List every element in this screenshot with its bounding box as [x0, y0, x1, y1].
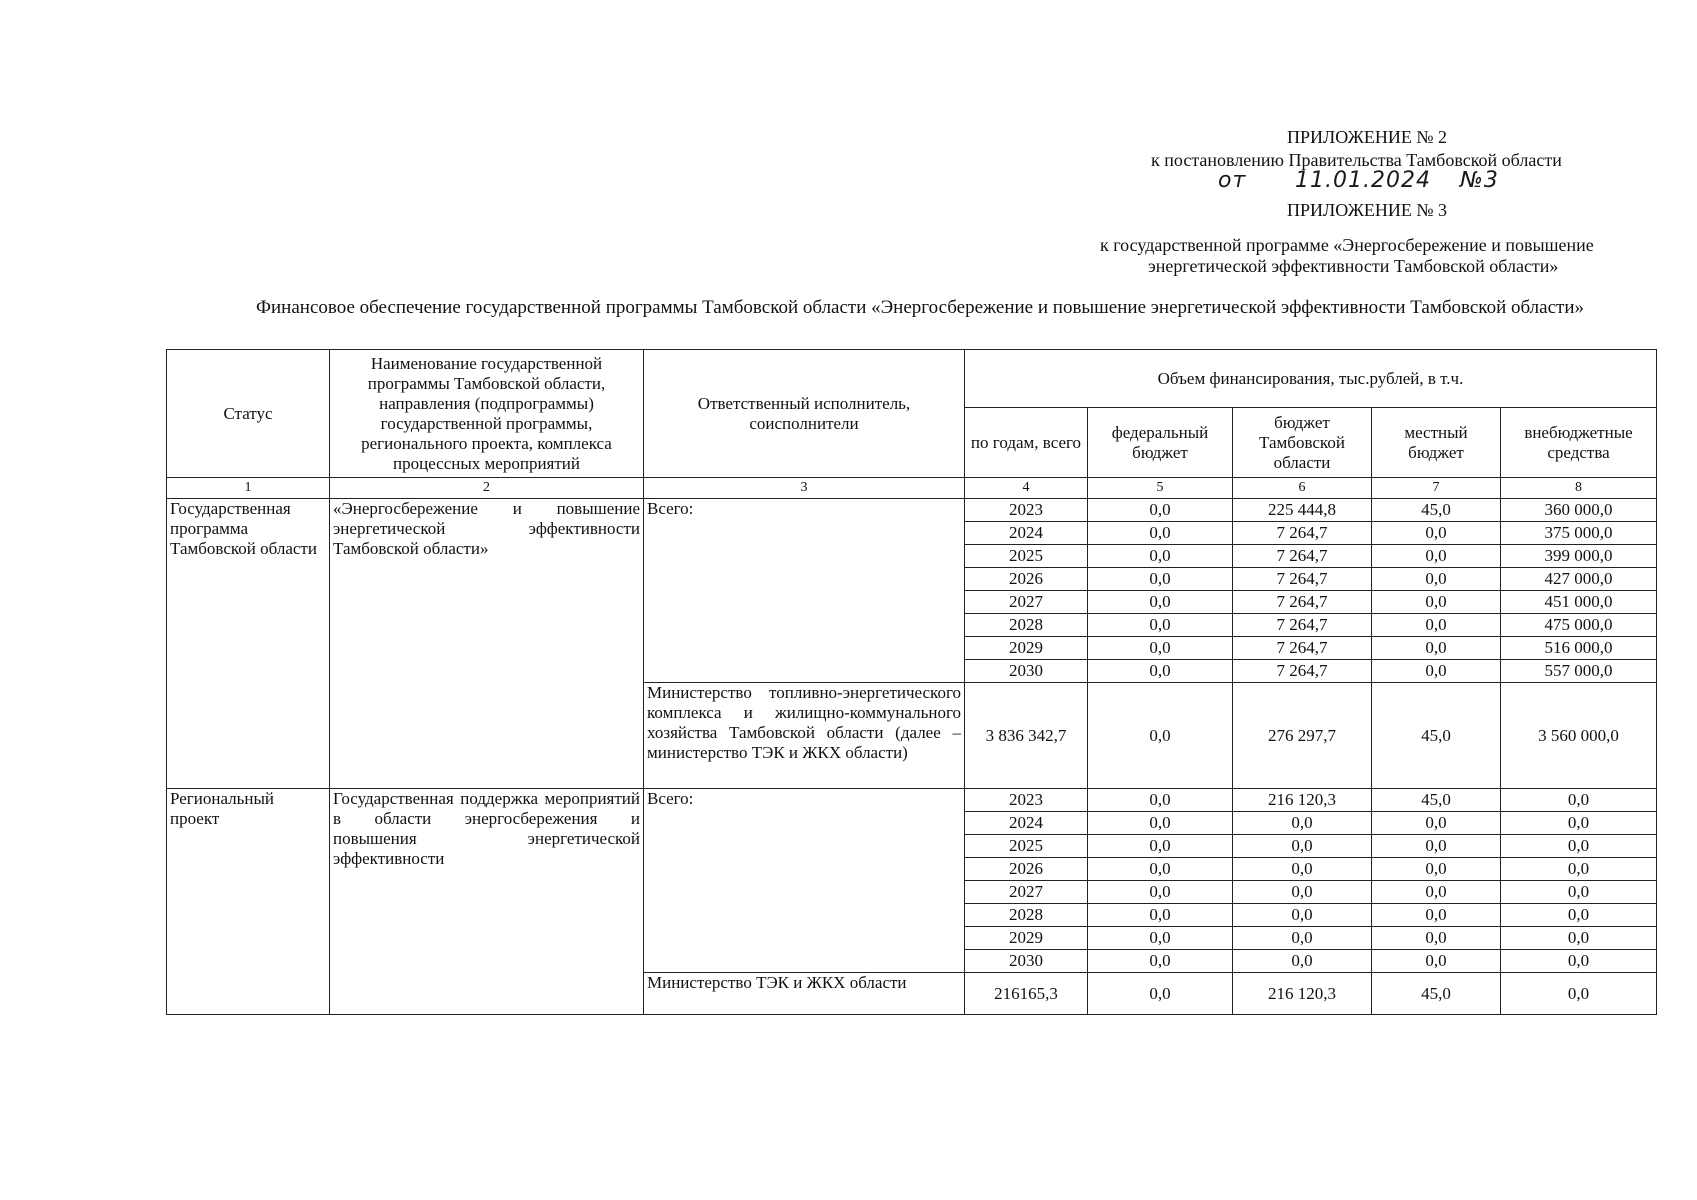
total-cell: 3 836 342,7 — [965, 683, 1088, 789]
total-cell: 216165,3 — [965, 973, 1088, 1015]
regional-cell: 0,0 — [1233, 835, 1372, 858]
extra-cell: 0,0 — [1501, 881, 1657, 904]
local-cell: 0,0 — [1372, 858, 1501, 881]
federal-cell: 0,0 — [1088, 637, 1233, 660]
header-extra: внебюджетные средства — [1501, 408, 1657, 478]
regional-cell: 0,0 — [1233, 950, 1372, 973]
executor-cell: Министерство топливно-энергетического комплекса и жилищно-коммунального хозяйства Тамбовской области (далее – министерство ТЭК и ЖКХ области) — [644, 683, 965, 789]
local-cell: 45,0 — [1372, 499, 1501, 522]
federal-cell: 0,0 — [1088, 812, 1233, 835]
year-cell: 2027 — [965, 591, 1088, 614]
local-cell: 0,0 — [1372, 614, 1501, 637]
header-local: местный бюджет — [1372, 408, 1501, 478]
regional-cell: 7 264,7 — [1233, 545, 1372, 568]
col-number: 3 — [644, 478, 965, 499]
local-cell: 45,0 — [1372, 683, 1501, 789]
extra-cell: 451 000,0 — [1501, 591, 1657, 614]
status-cell: Региональный проект — [167, 789, 330, 1015]
year-cell: 2029 — [965, 927, 1088, 950]
col-number: 4 — [965, 478, 1088, 499]
local-cell: 0,0 — [1372, 660, 1501, 683]
executor-cell: Министерство ТЭК и ЖКХ области — [644, 973, 965, 1015]
regional-cell: 0,0 — [1233, 904, 1372, 927]
col-number: 7 — [1372, 478, 1501, 499]
extra-cell: 0,0 — [1501, 973, 1657, 1015]
extra-cell: 0,0 — [1501, 835, 1657, 858]
regional-cell: 7 264,7 — [1233, 568, 1372, 591]
federal-cell: 0,0 — [1088, 499, 1233, 522]
extra-cell: 0,0 — [1501, 927, 1657, 950]
extra-cell: 0,0 — [1501, 950, 1657, 973]
local-cell: 0,0 — [1372, 591, 1501, 614]
col-number: 8 — [1501, 478, 1657, 499]
regional-cell: 7 264,7 — [1233, 614, 1372, 637]
handwritten-from: от — [1218, 168, 1247, 193]
extra-cell: 0,0 — [1501, 789, 1657, 812]
regional-cell: 7 264,7 — [1233, 637, 1372, 660]
extra-cell: 3 560 000,0 — [1501, 683, 1657, 789]
local-cell: 45,0 — [1372, 789, 1501, 812]
year-cell: 2025 — [965, 545, 1088, 568]
year-cell: 2028 — [965, 614, 1088, 637]
handwritten-number: №3 — [1460, 168, 1499, 193]
header-status: Статус — [167, 350, 330, 478]
year-cell: 2028 — [965, 904, 1088, 927]
local-cell: 0,0 — [1372, 927, 1501, 950]
regional-cell: 0,0 — [1233, 812, 1372, 835]
year-cell: 2023 — [965, 789, 1088, 812]
regional-cell: 7 264,7 — [1233, 522, 1372, 545]
handwritten-date: 11.01.2024 — [1295, 168, 1431, 193]
table-row — [167, 789, 1657, 812]
local-cell: 0,0 — [1372, 904, 1501, 927]
extra-cell: 375 000,0 — [1501, 522, 1657, 545]
program-ref-line2: энергетической эффективности Тамбовской области» — [1148, 256, 1559, 276]
extra-cell: 516 000,0 — [1501, 637, 1657, 660]
federal-cell: 0,0 — [1088, 904, 1233, 927]
local-cell: 45,0 — [1372, 973, 1501, 1015]
regional-cell: 0,0 — [1233, 881, 1372, 904]
program-name-cell: «Энергосбережение и повышение энергетической эффективности Тамбовской области» — [330, 499, 644, 789]
local-cell: 0,0 — [1372, 545, 1501, 568]
header-regional: бюджет Тамбовской области — [1233, 408, 1372, 478]
local-cell: 0,0 — [1372, 522, 1501, 545]
year-cell: 2027 — [965, 881, 1088, 904]
year-cell: 2030 — [965, 950, 1088, 973]
year-cell: 2029 — [965, 637, 1088, 660]
regional-cell: 7 264,7 — [1233, 591, 1372, 614]
col-number: 5 — [1088, 478, 1233, 499]
regional-cell: 0,0 — [1233, 858, 1372, 881]
regional-cell: 7 264,7 — [1233, 660, 1372, 683]
local-cell: 0,0 — [1372, 881, 1501, 904]
federal-cell: 0,0 — [1088, 927, 1233, 950]
federal-cell: 0,0 — [1088, 660, 1233, 683]
table-row — [167, 499, 1657, 522]
extra-cell: 0,0 — [1501, 858, 1657, 881]
total-label-cell: Всего: — [644, 789, 965, 973]
regional-cell: 0,0 — [1233, 927, 1372, 950]
header-federal: федеральный бюджет — [1088, 408, 1233, 478]
federal-cell: 0,0 — [1088, 950, 1233, 973]
federal-cell: 0,0 — [1088, 568, 1233, 591]
resolution-line: к постановлению Правительства Тамбовской области — [1151, 150, 1562, 170]
regional-cell: 216 120,3 — [1233, 789, 1372, 812]
program-ref-line1: к государственной программе «Энергосбережение и повышение — [1100, 235, 1594, 255]
col-number: 1 — [167, 478, 330, 499]
local-cell: 0,0 — [1372, 637, 1501, 660]
year-cell: 2030 — [965, 660, 1088, 683]
local-cell: 0,0 — [1372, 812, 1501, 835]
year-cell: 2024 — [965, 812, 1088, 835]
local-cell: 0,0 — [1372, 835, 1501, 858]
col-number: 6 — [1233, 478, 1372, 499]
federal-cell: 0,0 — [1088, 522, 1233, 545]
regional-cell: 276 297,7 — [1233, 683, 1372, 789]
document-title: Финансовое обеспечение государственной программы Тамбовской области «Энергосбережение и повышение энергетической эффективности Тамбовской области» — [256, 297, 1584, 318]
header-by-years: по годам, всего — [965, 408, 1088, 478]
federal-cell: 0,0 — [1088, 973, 1233, 1015]
federal-cell: 0,0 — [1088, 858, 1233, 881]
local-cell: 0,0 — [1372, 568, 1501, 591]
federal-cell: 0,0 — [1088, 683, 1233, 789]
header-executor: Ответственный исполнитель, соисполнители — [644, 350, 965, 478]
extra-cell: 399 000,0 — [1501, 545, 1657, 568]
federal-cell: 0,0 — [1088, 835, 1233, 858]
status-cell: Государственная программа Тамбовской области — [167, 499, 330, 789]
appendix-3-label: ПРИЛОЖЕНИЕ № 3 — [1287, 200, 1448, 220]
appendix-2-label: ПРИЛОЖЕНИЕ № 2 — [1287, 127, 1448, 147]
extra-cell: 0,0 — [1501, 812, 1657, 835]
header-funding: Объем финансирования, тыс.рублей, в т.ч. — [965, 350, 1657, 408]
federal-cell: 0,0 — [1088, 881, 1233, 904]
column-number-row — [167, 478, 1657, 499]
regional-cell: 225 444,8 — [1233, 499, 1372, 522]
year-cell: 2026 — [965, 568, 1088, 591]
extra-cell: 360 000,0 — [1501, 499, 1657, 522]
extra-cell: 0,0 — [1501, 904, 1657, 927]
extra-cell: 557 000,0 — [1501, 660, 1657, 683]
project-name-cell: Государственная поддержка мероприятий в области энергосбережения и повышения энергетической эффективности — [330, 789, 644, 1015]
year-cell: 2023 — [965, 499, 1088, 522]
federal-cell: 0,0 — [1088, 545, 1233, 568]
federal-cell: 0,0 — [1088, 789, 1233, 812]
financing-table — [166, 349, 1657, 1015]
year-cell: 2024 — [965, 522, 1088, 545]
header-name: Наименование государственной программы Тамбовской области, направления (подпрограммы) государственной программы, регионального проекта, комплекса процессных мероприятий — [330, 350, 644, 478]
extra-cell: 475 000,0 — [1501, 614, 1657, 637]
year-cell: 2025 — [965, 835, 1088, 858]
year-cell: 2026 — [965, 858, 1088, 881]
local-cell: 0,0 — [1372, 950, 1501, 973]
regional-cell: 216 120,3 — [1233, 973, 1372, 1015]
federal-cell: 0,0 — [1088, 614, 1233, 637]
total-label-cell: Всего: — [644, 499, 965, 683]
extra-cell: 427 000,0 — [1501, 568, 1657, 591]
federal-cell: 0,0 — [1088, 591, 1233, 614]
col-number: 2 — [330, 478, 644, 499]
